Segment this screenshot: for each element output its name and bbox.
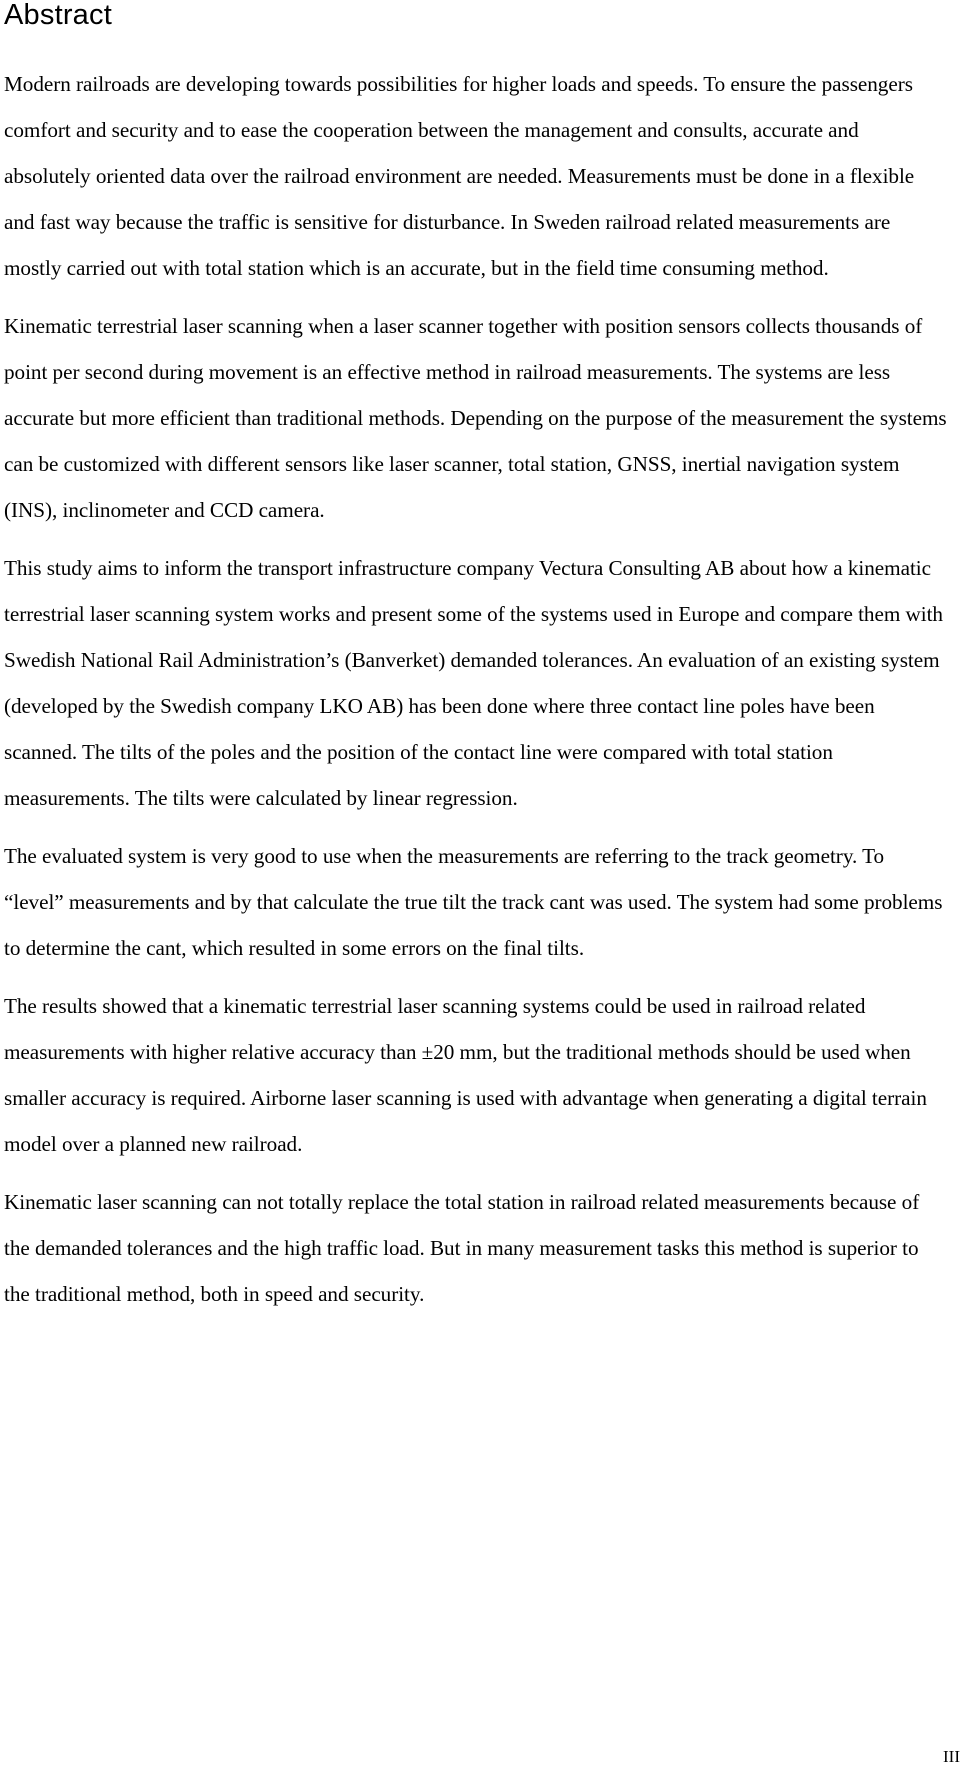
- abstract-heading: Abstract: [4, 0, 112, 31]
- paragraph-3: This study aims to inform the transport infrastructure company Vectura Consulting AB about how a kinematic terrestrial laser scanning system works and present some of the systems used in Europe and compare them with Swedish National Rail Administration’s (Banverket) demanded tolerances. An evaluation of an existing system (developed by the Swedish company LKO AB) has been done where three contact line poles have been scanned. The tilts of the poles and the position of the contact line were compared with total station measurements. The tilts were calculated by linear regression.: [4, 556, 943, 810]
- abstract-body: [4, 61, 948, 1329]
- paragraph-4: The evaluated system is very good to use when the measurements are referring to the track geometry. To “level” measurements and by that calculate the true tilt the track cant was used. The system had some problems to determine the cant, which resulted in some errors on the final tilts.: [4, 844, 943, 960]
- paragraph-1: Modern railroads are developing towards possibilities for higher loads and speeds. To ensure the passengers comfort and security and to ease the cooperation between the management and consults, accurate and absolutely oriented data over the railroad environment are needed. Measurements must be done in a flexible and fast way because the traffic is sensitive for disturbance. In Sweden railroad related measurements are mostly carried out with total station which is an accurate, but in the field time consuming method.: [4, 72, 915, 280]
- paragraph-2: Kinematic terrestrial laser scanning when a laser scanner together with position sensors collects thousands of point per second during movement is an effective method in railroad measurements. The systems are less accurate but more efficient than traditional methods. Depending on the purpose of the measurement the systems can be customized with different sensors like laser scanner, total station, GNSS, inertial navigation system (INS), inclinometer and CCD camera.: [4, 314, 947, 522]
- paragraph-5: The results showed that a kinematic terrestrial laser scanning systems could be used in railroad related measurements with higher relative accuracy than ±20 mm, but the traditional methods should be used when smaller accuracy is required. Airborne laser scanning is used with advantage when generating a digital terrain model over a planned new railroad.: [4, 994, 927, 1156]
- page-number: III: [943, 1747, 960, 1766]
- paragraph-6: Kinematic laser scanning can not totally replace the total station in railroad related measurements because of the demanded tolerances and the high traffic load. But in many measurement tasks this method is superior to the traditional method, both in speed and security.: [4, 1190, 920, 1306]
